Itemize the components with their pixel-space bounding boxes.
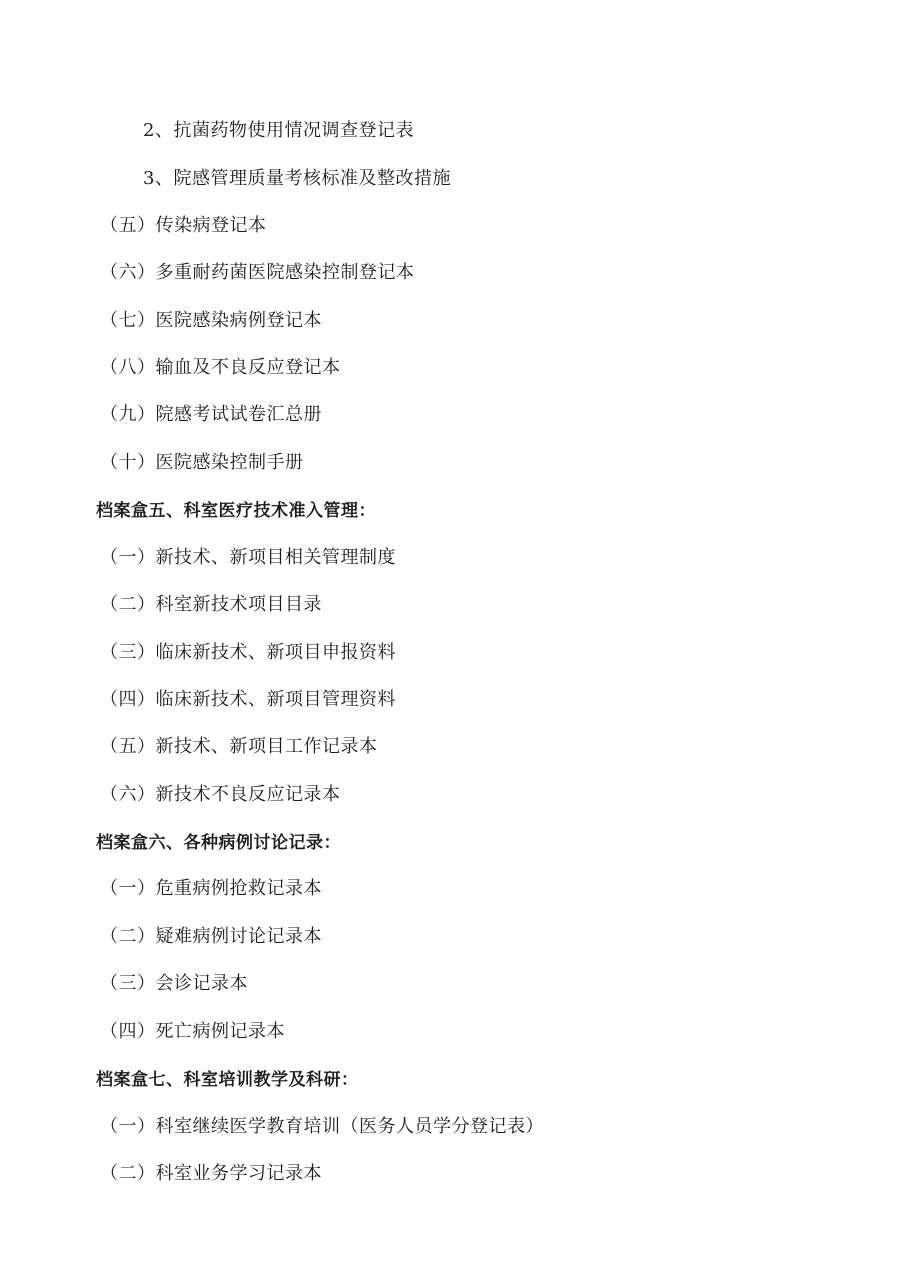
section-heading-box7: 档案盒七、科室培训教学及科研： bbox=[96, 1070, 359, 1090]
list-item: （三）会诊记录本 bbox=[100, 973, 248, 994]
list-item: （五）新技术、新项目工作记录本 bbox=[100, 736, 378, 757]
list-item: （五）传染病登记本 bbox=[100, 215, 267, 236]
list-item: （二）疑难病例讨论记录本 bbox=[100, 926, 322, 947]
list-item: （九）院感考试试卷汇总册 bbox=[100, 404, 322, 425]
list-item: （三）临床新技术、新项目申报资料 bbox=[100, 642, 396, 663]
list-item: （二）科室业务学习记录本 bbox=[100, 1163, 322, 1184]
list-item: （六）新技术不良反应记录本 bbox=[100, 784, 341, 805]
list-item: （一）新技术、新项目相关管理制度 bbox=[100, 547, 396, 568]
list-item: （一）危重病例抢救记录本 bbox=[100, 878, 322, 899]
list-item: （七）医院感染病例登记本 bbox=[100, 310, 322, 331]
section-heading-box6: 档案盒六、各种病例讨论记录： bbox=[96, 833, 341, 853]
list-item: （八）输血及不良反应登记本 bbox=[100, 357, 341, 378]
list-item: （四）死亡病例记录本 bbox=[100, 1021, 285, 1042]
list-item: （一）科室继续医学教育培训（医务人员学分登记表） bbox=[100, 1116, 544, 1137]
list-item: （二）科室新技术项目目录 bbox=[100, 594, 322, 615]
list-item: （十）医院感染控制手册 bbox=[100, 452, 304, 473]
section-heading-box5: 档案盒五、科室医疗技术准入管理： bbox=[96, 501, 376, 521]
sub-item-3: 3、院感管理质量考核标准及整改措施 bbox=[143, 168, 451, 189]
list-item: （六）多重耐药菌医院感染控制登记本 bbox=[100, 262, 415, 283]
sub-item-2: 2、抗菌药物使用情况调查登记表 bbox=[143, 120, 414, 141]
list-item: （四）临床新技术、新项目管理资料 bbox=[100, 689, 396, 710]
